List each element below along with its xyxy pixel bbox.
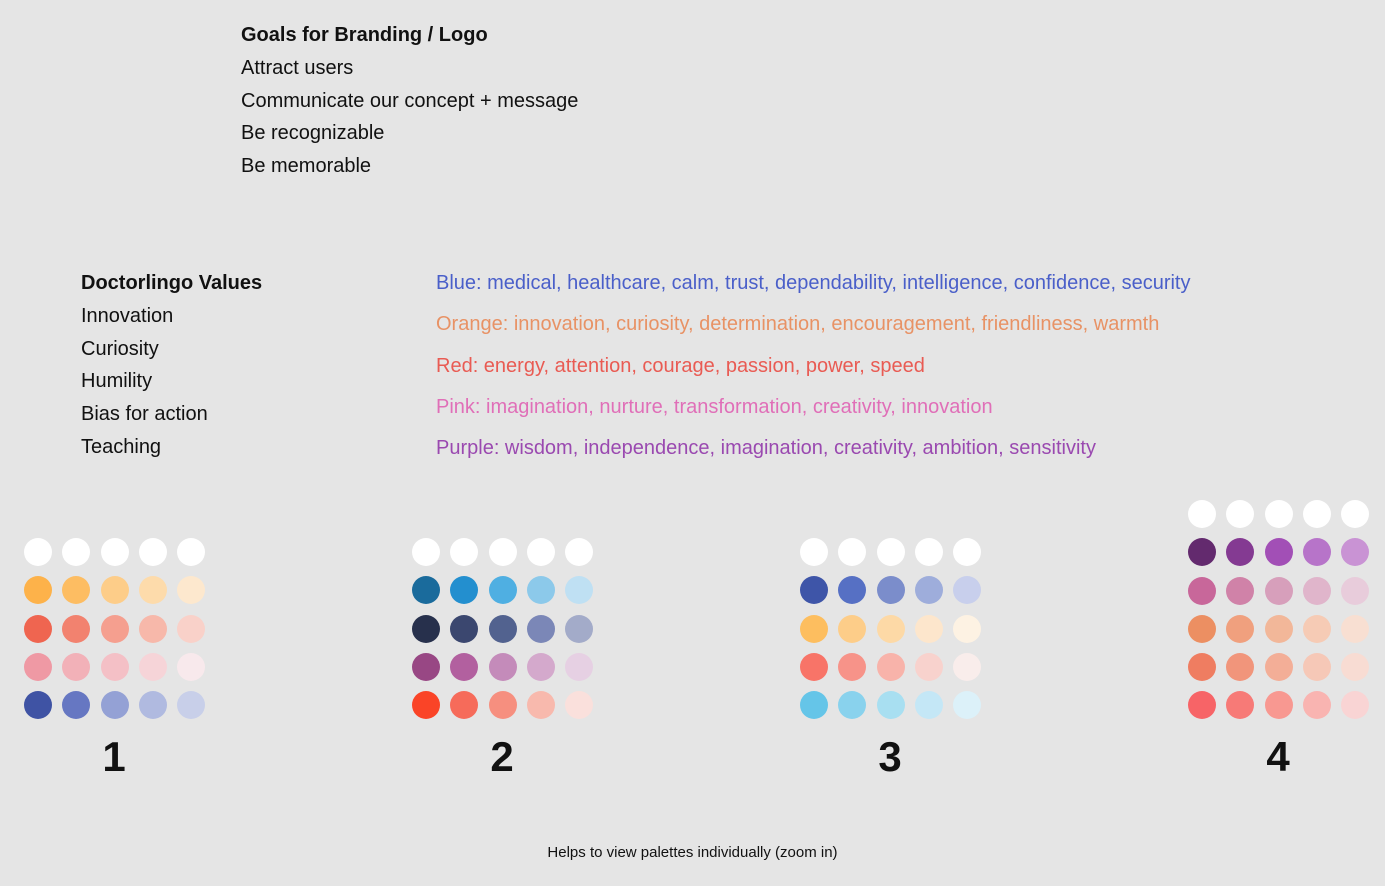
color-swatch	[450, 653, 478, 681]
color-swatch	[527, 538, 555, 566]
color-swatch	[1226, 615, 1254, 643]
color-swatch	[1303, 653, 1331, 681]
color-swatch	[450, 538, 478, 566]
color-swatch	[1341, 653, 1369, 681]
color-swatch	[1303, 500, 1331, 528]
color-swatch	[62, 538, 90, 566]
value-item: Curiosity	[81, 337, 159, 360]
color-swatch	[139, 653, 167, 681]
footer-note: Helps to view palettes individually (zoom in)	[547, 844, 838, 861]
color-swatch	[527, 653, 555, 681]
color-swatch	[62, 576, 90, 604]
color-swatch	[139, 615, 167, 643]
color-swatch	[1265, 500, 1293, 528]
color-swatch	[1341, 500, 1369, 528]
color-swatch	[527, 691, 555, 719]
color-swatch	[1265, 577, 1293, 605]
color-swatch	[838, 538, 866, 566]
goal-item: Be recognizable	[241, 122, 385, 145]
color-swatch	[1265, 691, 1293, 719]
color-swatch	[565, 615, 593, 643]
color-swatch	[489, 615, 517, 643]
color-swatch	[177, 576, 205, 604]
color-swatch	[800, 576, 828, 604]
color-swatch	[1341, 615, 1369, 643]
color-swatch	[24, 691, 52, 719]
values-section	[81, 267, 262, 464]
palette-swatch-grid	[1188, 500, 1369, 719]
color-swatch	[24, 576, 52, 604]
color-swatch	[1226, 538, 1254, 566]
color-swatch	[800, 615, 828, 643]
color-swatch	[177, 691, 205, 719]
color-swatch	[838, 615, 866, 643]
color-swatch	[412, 615, 440, 643]
color-meaning-orange: Orange: innovation, curiosity, determination, encouragement, friendliness, warmth	[436, 313, 1160, 336]
palette-swatch-grid	[24, 538, 205, 719]
palette-4	[1188, 500, 1369, 719]
palette-number: 1	[102, 733, 126, 780]
color-swatch	[527, 576, 555, 604]
color-swatch	[800, 653, 828, 681]
goal-item: Communicate our concept + message	[241, 89, 579, 112]
color-swatch	[877, 653, 905, 681]
color-swatch	[412, 538, 440, 566]
color-swatch	[838, 653, 866, 681]
color-swatch	[1303, 538, 1331, 566]
color-swatch	[1303, 691, 1331, 719]
color-swatch	[1265, 615, 1293, 643]
color-swatch	[877, 691, 905, 719]
color-swatch	[838, 576, 866, 604]
color-swatch	[1341, 538, 1369, 566]
color-swatch	[1265, 538, 1293, 566]
palette-number: 2	[490, 733, 514, 780]
palette-2	[412, 538, 593, 719]
goal-item: Be memorable	[241, 155, 372, 177]
color-swatch	[139, 576, 167, 604]
color-swatch	[565, 538, 593, 566]
color-swatch	[177, 615, 205, 643]
color-meaning-purple: Purple: wisdom, independence, imagination, creativity, ambition, sensitivity	[436, 437, 1096, 460]
color-swatch	[1188, 691, 1216, 719]
values-heading: Doctorlingo Values	[81, 272, 263, 294]
goals-heading: Goals for Branding / Logo	[241, 24, 488, 46]
color-swatch	[412, 691, 440, 719]
value-item: Innovation	[81, 304, 174, 327]
value-item: Bias for action	[81, 403, 208, 425]
color-swatch	[1226, 653, 1254, 681]
color-swatch	[412, 576, 440, 604]
color-swatch	[101, 538, 129, 566]
color-swatch	[450, 691, 478, 719]
color-meaning-red: Red: energy, attention, courage, passion, power, speed	[436, 354, 925, 377]
color-swatch	[101, 653, 129, 681]
color-swatch	[24, 538, 52, 566]
color-swatch	[1226, 691, 1254, 719]
color-swatch	[1226, 577, 1254, 605]
color-swatch	[915, 576, 943, 604]
color-swatch	[177, 653, 205, 681]
color-swatch	[101, 576, 129, 604]
color-swatch	[62, 615, 90, 643]
color-swatch	[838, 691, 866, 719]
goals-section	[241, 19, 578, 183]
color-swatch	[1188, 538, 1216, 566]
palette-number: 4	[1266, 733, 1290, 780]
color-swatch	[877, 538, 905, 566]
color-swatch	[800, 538, 828, 566]
color-swatch	[1188, 500, 1216, 528]
color-swatch	[1341, 577, 1369, 605]
color-swatch	[565, 653, 593, 681]
color-swatch	[915, 538, 943, 566]
color-swatch	[489, 576, 517, 604]
color-swatch	[953, 615, 981, 643]
value-item: Humility	[81, 370, 153, 393]
color-swatch	[62, 653, 90, 681]
color-swatch	[450, 576, 478, 604]
color-swatch	[1188, 577, 1216, 605]
color-swatch	[1303, 615, 1331, 643]
color-swatch	[877, 615, 905, 643]
color-swatch	[139, 538, 167, 566]
color-swatch	[915, 653, 943, 681]
color-swatch	[101, 691, 129, 719]
color-swatch	[915, 615, 943, 643]
color-swatch	[953, 576, 981, 604]
palette-1	[24, 538, 205, 719]
color-swatch	[1265, 653, 1293, 681]
color-meaning-pink: Pink: imagination, nurture, transformation, creativity, innovation	[436, 395, 993, 418]
color-swatch	[139, 691, 167, 719]
color-swatch	[489, 538, 517, 566]
color-swatch	[1226, 500, 1254, 528]
value-item: Teaching	[81, 435, 162, 458]
color-swatch	[1303, 577, 1331, 605]
color-swatch	[489, 691, 517, 719]
palette-number: 3	[878, 733, 902, 780]
color-swatch	[62, 691, 90, 719]
color-meaning-blue: Blue: medical, healthcare, calm, trust, dependability, intelligence, confidence, security	[436, 272, 1191, 294]
color-swatch	[800, 691, 828, 719]
color-swatch	[527, 615, 555, 643]
color-swatch	[24, 615, 52, 643]
palette-swatch-grid	[800, 538, 981, 719]
color-swatch	[177, 538, 205, 566]
color-swatch	[915, 691, 943, 719]
color-swatch	[877, 576, 905, 604]
color-swatch	[24, 653, 52, 681]
palette-3	[800, 538, 981, 719]
color-swatch	[565, 576, 593, 604]
color-swatch	[489, 653, 517, 681]
color-swatch	[450, 615, 478, 643]
color-swatch	[953, 538, 981, 566]
color-swatch	[412, 653, 440, 681]
color-swatch	[953, 691, 981, 719]
color-swatch	[101, 615, 129, 643]
color-swatch	[1188, 615, 1216, 643]
color-swatch	[953, 653, 981, 681]
palette-swatch-grid	[412, 538, 593, 719]
color-swatch	[565, 691, 593, 719]
color-swatch	[1188, 653, 1216, 681]
color-swatch	[1341, 691, 1369, 719]
goal-item: Attract users	[241, 56, 354, 79]
color-meanings	[436, 263, 1190, 469]
